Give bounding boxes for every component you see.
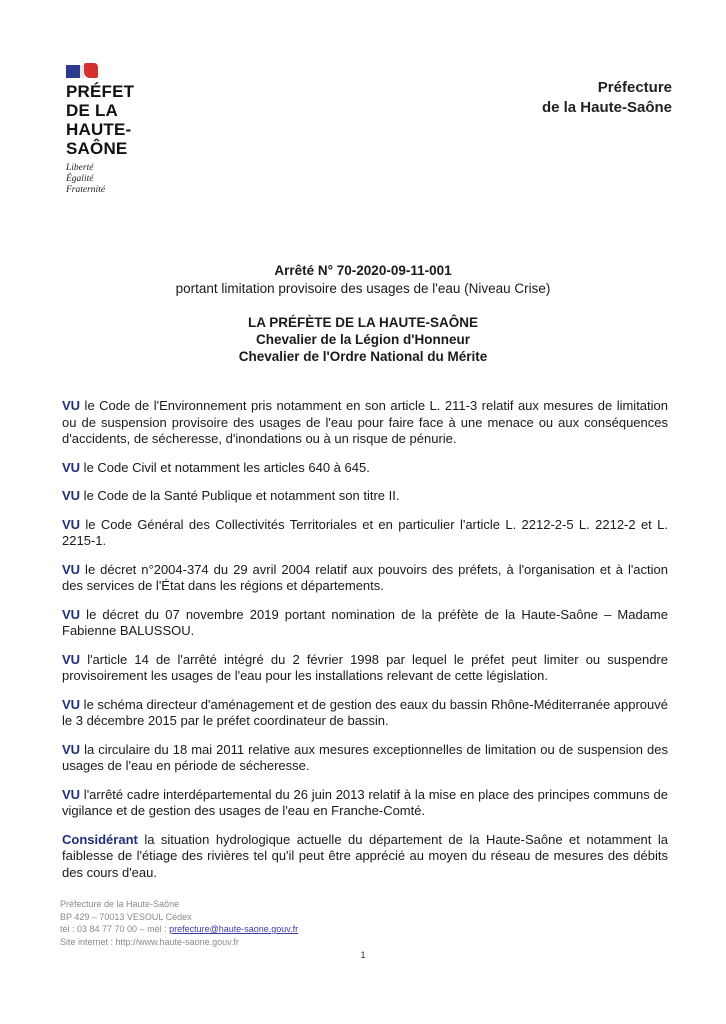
motto-fraternite: Fraternité — [66, 185, 106, 195]
republic-motto — [66, 163, 186, 196]
clause-keyword: VU — [62, 741, 81, 757]
prefecture-line-2: de la Haute-Saône — [541, 99, 672, 116]
arrete-object: portant limitation provisoire des usages de l'eau (Niveau Crise) — [175, 281, 551, 296]
clause-text: le Code Général des Collectivités Territoriales et en particulier l'article L. 2212-2-5 L. 2212-2 et L. 2215-1. — [62, 516, 668, 548]
clause-keyword: VU — [62, 651, 81, 667]
clause-keyword: VU — [62, 786, 81, 802]
footer-address-1: Préfecture de la Haute-Saône — [60, 899, 180, 909]
issuer-line-2: DE LA HAUTE- — [66, 101, 132, 139]
footer-phone: tél : 03 84 77 70 00 – mél : — [60, 924, 170, 934]
prefecture-header — [542, 78, 672, 118]
marianne-logo-block — [66, 58, 186, 196]
clause-text: le schéma directeur d'aménagement et de gestion des eaux du bassin Rhône-Méditerranée approuvé le 3 décembre 2015 par le préfet coordinateur de bassin. — [62, 696, 668, 728]
footer-email-link[interactable]: prefecture@haute-saone.gouv.fr — [169, 924, 299, 934]
clause-keyword: VU — [62, 398, 81, 413]
clause-keyword: VU — [62, 561, 81, 577]
marianne-flag-icon — [66, 58, 186, 78]
clause-text: le Code de l'Environnement pris notamment en son article L. 211-3 relatif aux mesures de limitation ou de suspension provisoire des usages de l'eau pour faire face à une menace ou aux conséquences d'accidents, de sécheresse, d'inondations ou à un risque de pénurie. — [62, 398, 668, 446]
footer-phone-email — [60, 923, 298, 936]
authority-honor-2: Chevalier de l'Ordre National du Mérite — [238, 349, 488, 364]
issuer-line-1: PRÉFET — [66, 82, 135, 101]
clause — [62, 787, 668, 820]
footer-contact — [60, 898, 298, 948]
clause — [62, 488, 668, 505]
clause-text: le décret du 07 novembre 2019 portant nomination de la préfète de la Haute-Saône – Madame Fabienne BALUSSOU. — [62, 606, 668, 638]
clause — [62, 697, 668, 730]
footer-website[interactable]: Site internet : http://www.haute-saone.gouv.fr — [60, 936, 239, 947]
clause-text: la situation hydrologique actuelle du département de la Haute-Saône et notamment la faiblesse de l'étiage des rivières tel qu'il peut être apprécié au moyen du réseau de mesures des débits des cours d'eau. — [62, 831, 668, 880]
prefecture-line-1: Préfecture — [597, 79, 672, 96]
clause — [62, 607, 668, 640]
clause-text: le Code de la Santé Publique et notamment son titre II. — [80, 488, 400, 503]
authority-honor-1: Chevalier de la Légion d'Honneur — [256, 332, 470, 347]
clause-text: le décret n°2004-374 du 29 avril 2004 relatif aux pouvoirs des préfets, à l'organisation et à l'action des services de l'État dans les régions et départements. — [62, 561, 668, 593]
clause — [62, 460, 668, 477]
clause-keyword: Considérant — [62, 831, 138, 847]
clause-keyword: VU — [62, 459, 81, 475]
clause — [62, 832, 668, 882]
clause — [62, 517, 668, 550]
authority-block — [0, 314, 726, 365]
clause-keyword: VU — [62, 488, 81, 503]
arrete-number: Arrêté N° 70-2020-09-11-001 — [274, 263, 452, 278]
clause — [62, 562, 668, 595]
issuer-name — [66, 82, 186, 158]
clause-text: l'article 14 de l'arrêté intégré du 2 février 1998 par lequel le préfet peut limiter ou suspendre provisoirement les usages de l'eau pour les installations relevant de cette législation. — [62, 651, 668, 683]
clause-keyword: VU — [62, 696, 81, 712]
clause — [62, 742, 668, 775]
clause-text: le Code Civil et notamment les articles 640 à 645. — [80, 459, 370, 475]
clause-text: l'arrêté cadre interdépartemental du 26 juin 2013 relatif à la mise en place des principes communs de vigilance et de gestion des usages de l'eau en Franche-Comté. — [62, 786, 668, 818]
page-number: 1 — [360, 950, 366, 960]
footer-address-2: BP 429 – 70013 VESOUL Cédex — [60, 911, 192, 922]
motto-liberte: Liberté — [66, 163, 94, 173]
clause-keyword: VU — [62, 516, 81, 532]
authority-title: LA PRÉFÈTE DE LA HAUTE-SAÔNE — [247, 315, 478, 330]
issuer-line-3: SAÔNE — [66, 139, 128, 158]
clause-text: la circulaire du 18 mai 2011 relative aux mesures exceptionnelles de limitation ou de suspension des usages de l'eau en période de sécheresse. — [62, 741, 668, 773]
clause — [62, 398, 668, 448]
clause-keyword: VU — [62, 606, 81, 622]
clause — [62, 652, 668, 685]
motto-egalite: Égalité — [66, 174, 94, 184]
legal-clauses — [62, 398, 668, 893]
